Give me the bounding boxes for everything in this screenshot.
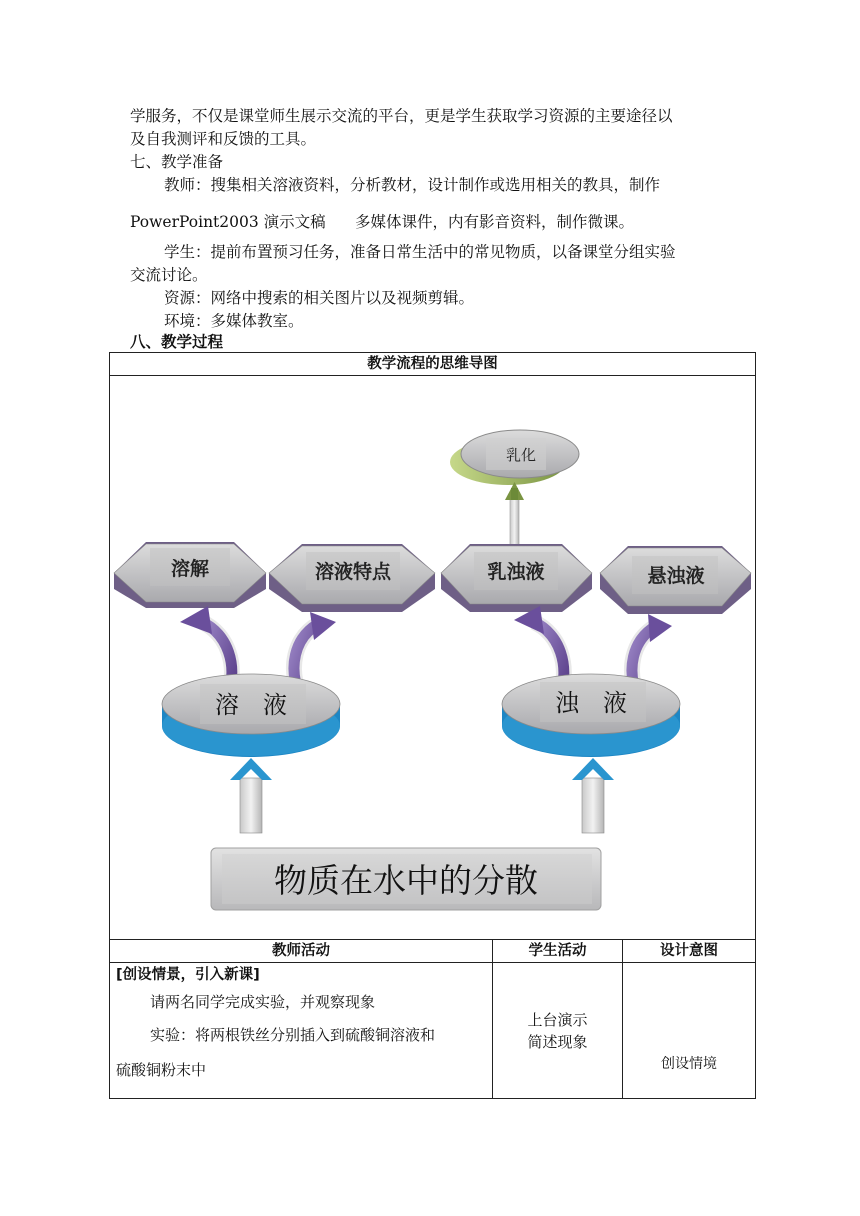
student-prep-line-1: 学生：提前布置预习任务，准备日常生活中的常见物质，以备课堂分组实验 (164, 243, 676, 261)
hex-label-1: 溶液特点 (314, 561, 392, 583)
hex-label-2: 乳浊液 (487, 561, 545, 583)
teacher-activity-cell (110, 963, 493, 1099)
col-header-intent: 设计意图 (623, 940, 756, 963)
col-header-teacher: 教师活动 (110, 940, 493, 963)
design-intent-cell (623, 963, 756, 1099)
mindmap-diagram (110, 376, 754, 939)
intro-line-2: 及自我测评和反馈的工具。 (130, 130, 317, 148)
emulsify-up-arrow (505, 482, 524, 546)
teaching-process-table (109, 352, 756, 1099)
left-disc-label: 溶 液 (215, 691, 287, 719)
resources-line: 资源：网络中搜索的相关图片以及视频剪辑。 (164, 289, 475, 307)
teacher-activity-title: [创设情景，引入新课] (116, 967, 260, 983)
teacher-prep-line-2b: 多媒体课件，内有影音资料，制作微课。 (355, 213, 635, 231)
teacher-prep-line-1: 教师：搜集相关溶液资料，分析教材，设计制作或选用相关的教具，制作 (164, 176, 661, 194)
base-label: 物质在水中的分散 (274, 861, 538, 900)
up-arrow-left (230, 758, 272, 833)
hex-emulsion (441, 544, 592, 612)
student-activity-cell (493, 963, 623, 1099)
up-arrow-right (572, 758, 614, 833)
hex-suspension (600, 546, 751, 614)
hex-dissolve (114, 542, 266, 608)
design-intent-text: 创设情境 (661, 1056, 717, 1072)
teacher-activity-p1: 请两名同学完成实验，并观察现象 (150, 993, 376, 1011)
environment-line: 环境：多媒体教室。 (164, 312, 304, 330)
hex-label-3: 悬浊液 (647, 565, 705, 587)
disc-turbid-liquid (502, 674, 680, 757)
top-label: 乳化 (505, 446, 537, 464)
teacher-activity-p2a: 实验：将两根铁丝分别插入到硫酸铜溶液和 (150, 1026, 436, 1044)
section-7-heading: 七、教学准备 (130, 153, 224, 171)
mindmap-title: 教学流程的思维导图 (110, 353, 756, 376)
student-prep-line-2: 交流讨论。 (130, 266, 208, 284)
teacher-prep-line-2a: PowerPoint2003 演示文稿 (130, 213, 326, 231)
mindmap-cell (110, 376, 756, 940)
hex-solution-properties (269, 544, 435, 612)
section-8-heading: 八、教学过程 (130, 333, 224, 351)
top-emulsify-node (450, 430, 579, 485)
student-activity-line-1: 上台演示 (527, 1011, 588, 1029)
student-activity-line-2: 简述现象 (527, 1033, 588, 1051)
right-disc-label: 浊 液 (555, 689, 627, 717)
base-box (211, 848, 601, 910)
hex-label-0: 溶解 (170, 558, 210, 580)
col-header-student: 学生活动 (493, 940, 623, 963)
disc-solution (162, 674, 340, 757)
intro-line-1: 学服务，不仅是课堂师生展示交流的平台，更是学生获取学习资源的主要途径以 (130, 107, 673, 125)
teacher-activity-p2b: 硫酸铜粉末中 (116, 1061, 207, 1079)
